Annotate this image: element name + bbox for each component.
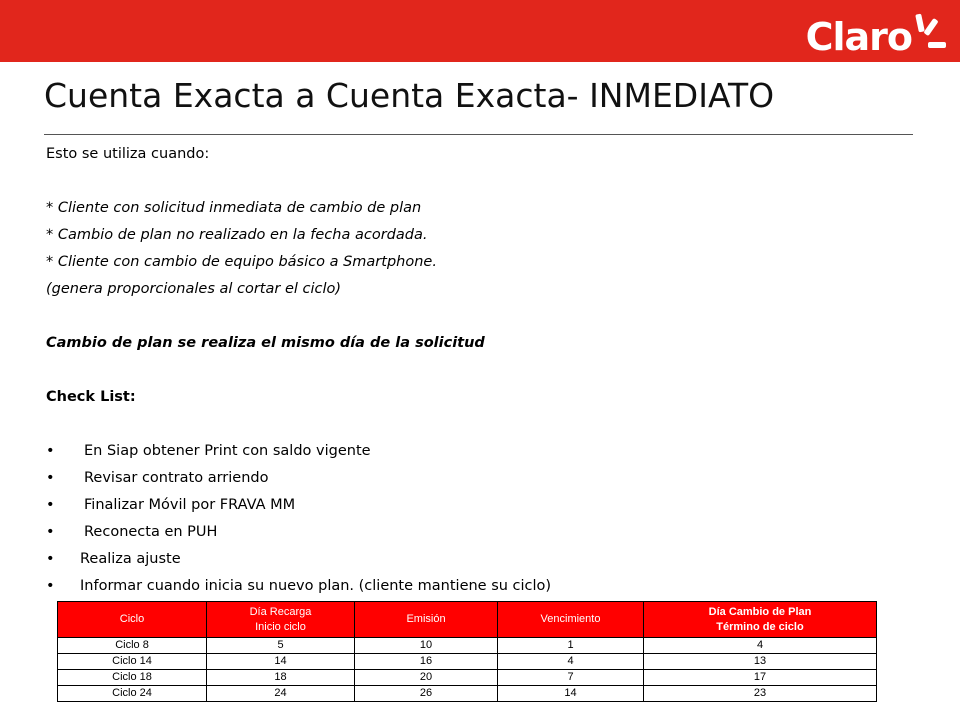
table-row: [58, 686, 877, 702]
checklist-item: • Reconecta en PUH: [46, 519, 906, 546]
bullet-icon: •: [46, 470, 55, 486]
header-band: [0, 0, 960, 62]
table-cell: Ciclo 8: [58, 638, 207, 654]
header-vencimiento: Vencimiento: [498, 602, 644, 638]
highlight-text: Cambio de plan se realiza el mismo día de la solicitud: [46, 335, 485, 351]
table-row: [58, 654, 877, 670]
header-dia-cambio-plan: Día Cambio de Plan Término de ciclo: [644, 602, 877, 638]
checklist-item: • Finalizar Móvil por FRAVA MM: [46, 492, 906, 519]
table-row: [58, 638, 877, 654]
claro-rays-icon: [914, 8, 948, 60]
checklist-item: • Realiza ajuste: [46, 546, 906, 573]
header-emision: Emisión: [355, 602, 498, 638]
page-title: Cuenta Exacta a Cuenta Exacta- INMEDIATO: [44, 76, 775, 115]
spacer: [46, 357, 906, 384]
table-cell: 5: [207, 638, 355, 654]
table-cell: 23: [644, 686, 877, 702]
table-cell: 16: [355, 654, 498, 670]
table-cell: 26: [355, 686, 498, 702]
logo-text: Claro: [805, 15, 912, 59]
table-cell: 14: [207, 654, 355, 670]
header-ciclo: Ciclo: [58, 602, 207, 638]
claro-logo: [806, 4, 948, 60]
bullet-icon: •: [46, 497, 55, 513]
table-header-row: [58, 602, 877, 638]
table-cell: 17: [644, 670, 877, 686]
bullet-icon: •: [46, 524, 55, 540]
table-cell: 14: [498, 686, 644, 702]
spacer: [46, 303, 906, 330]
bullet-icon: •: [46, 443, 55, 459]
condition-note: (genera proporcionales al cortar el ciclo): [46, 281, 342, 297]
checklist-item: • Revisar contrato arriendo: [46, 465, 906, 492]
table-row: [58, 670, 877, 686]
checklist-item: • En Siap obtener Print con saldo vigente: [46, 438, 906, 465]
title-divider: [44, 134, 913, 135]
table-cell: Ciclo 24: [58, 686, 207, 702]
table-cell: 13: [644, 654, 877, 670]
table-cell: 24: [207, 686, 355, 702]
content-body: [46, 141, 906, 600]
checklist-item: • Informar cuando inicia su nuevo plan. (cliente mantiene su ciclo): [46, 573, 906, 600]
table-cell: 4: [498, 654, 644, 670]
header-dia-recarga: Día Recarga Inicio ciclo: [207, 602, 355, 638]
intro-text: Esto se utiliza cuando:: [46, 146, 210, 162]
bullet-icon: •: [46, 551, 55, 567]
bullet-icon: •: [46, 578, 55, 594]
table-cell: 4: [644, 638, 877, 654]
checklist-title: Check List:: [46, 389, 136, 405]
table-cell: Ciclo 14: [58, 654, 207, 670]
table-cell: 1: [498, 638, 644, 654]
table-cell: 18: [207, 670, 355, 686]
spacer: [46, 411, 906, 438]
table-cell: 20: [355, 670, 498, 686]
table-cell: 7: [498, 670, 644, 686]
table-cell: Ciclo 18: [58, 670, 207, 686]
condition-item: * Cliente con cambio de equipo básico a Smartphone.: [46, 254, 437, 270]
cycle-table: [57, 601, 877, 702]
spacer: [46, 168, 906, 195]
condition-item: * Cambio de plan no realizado en la fecha acordada.: [46, 227, 428, 243]
table-cell: 10: [355, 638, 498, 654]
condition-item: * Cliente con solicitud inmediata de cambio de plan: [46, 200, 422, 216]
